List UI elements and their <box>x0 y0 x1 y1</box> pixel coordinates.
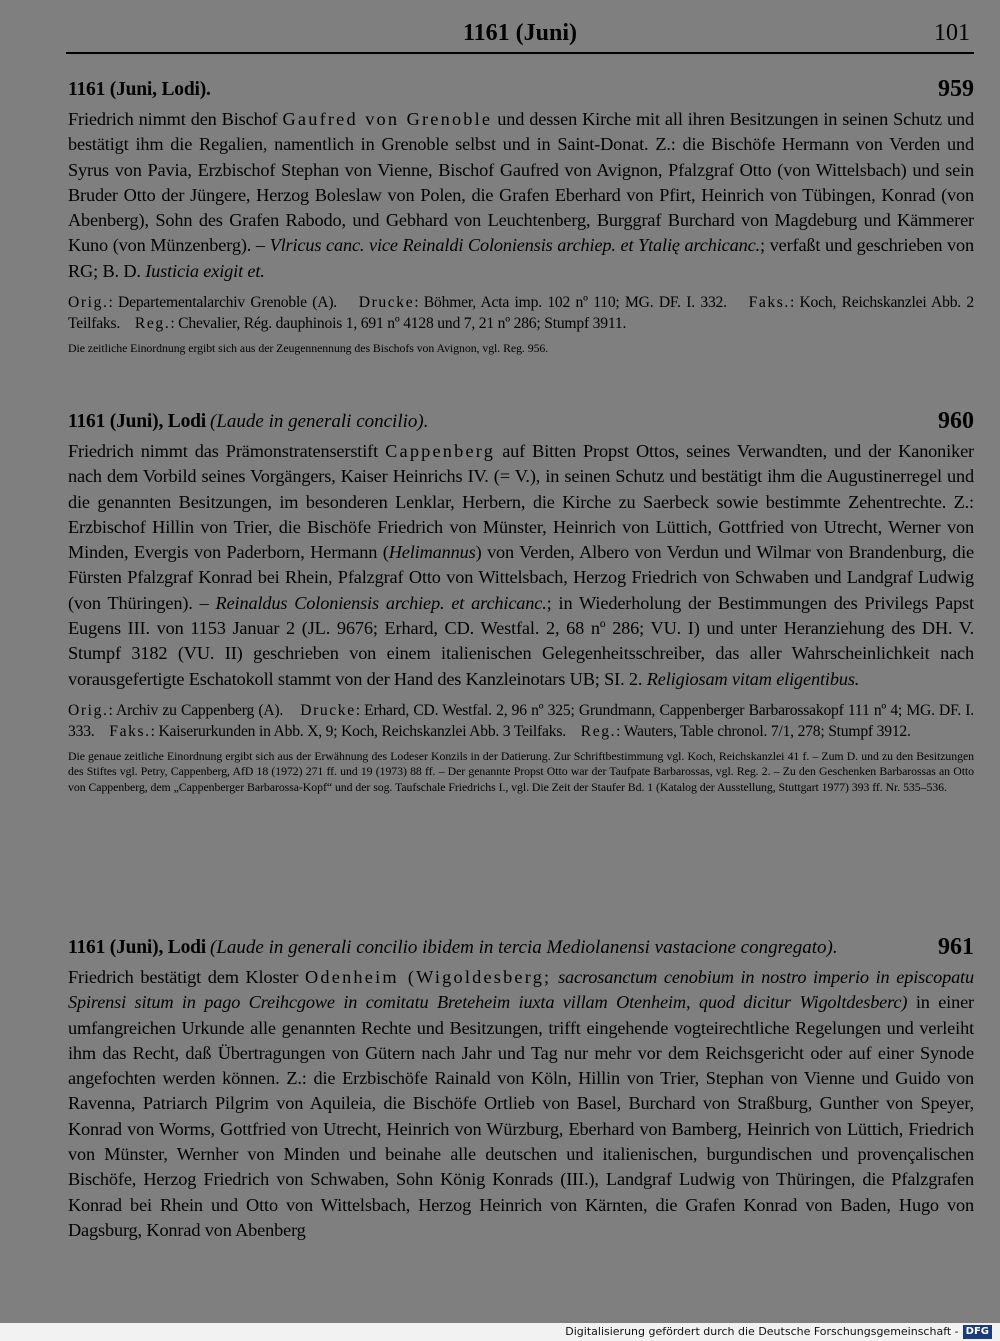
body-text: ; verfaßt und geschrieben von RG; B. D. <box>68 235 974 281</box>
body-spaced-name: Odenheim (Wigoldesberg; <box>305 967 552 987</box>
faks-label: Faks. <box>748 294 790 312</box>
orig-text: : Departementalarchiv Grenoble (A). <box>108 294 338 312</box>
entry-number: 960 <box>938 408 974 434</box>
entry-body <box>68 965 974 1243</box>
faks-text: : Koch, Reichskanzlei Abb. 2 Teilfaks. <box>68 294 975 333</box>
regest-entry-960 <box>68 408 975 795</box>
digitization-footer <box>0 1323 1000 1341</box>
orig-text: : Archiv zu Cappenberg (A). <box>108 701 284 719</box>
body-spaced-name: Gaufred von Grenoble <box>282 109 493 129</box>
entry-number: 959 <box>938 76 974 102</box>
entry-heading <box>68 76 974 107</box>
entry-heading <box>68 408 974 439</box>
body-spaced-name: Cappenberg <box>385 441 496 461</box>
faks-text: : Kaiserurkunden in Abb. X, 9; Koch, Reichskanzlei Abb. 3 Teilfaks. <box>150 722 566 740</box>
body-text: Friedrich nimmt das Prämonstratenserstift <box>68 441 386 461</box>
orig-label: Orig. <box>68 701 109 719</box>
body-text: Friedrich nimmt den Bischof <box>68 109 283 129</box>
body-text: ) von Verden, Albero von Verdun und Wilmar von Brandenburg, die Fürsten Pfalzgraf Konrad bei Rhein, Pfalzgraf Otto von Wittelsbach, Herzog Friedrich von Schwaben und Landgraf Ludwig (von Thüringen). – <box>68 542 974 613</box>
reg-text: : Chevalier, Rég. dauphinois 1, 691 nº 4128 und 7, 21 nº 286; Stumpf 3911. <box>170 315 627 333</box>
entry-date: 1161 (Juni), Lodi <box>68 411 207 432</box>
body-italic: sacrosanctum cenobium in nostro imperio in episcopatu Spirensi situm in pago Creihcgowe in comitatu Breteheim iuxta villam Otenheim, quod dicitur Wigoltdesberc) <box>68 967 974 1013</box>
regest-entry-959 <box>68 76 975 356</box>
entry-number: 961 <box>938 934 974 960</box>
orig-label: Orig. <box>68 294 109 312</box>
entry-date: 1161 (Juni), Lodi <box>68 937 207 958</box>
faks-label: Faks. <box>109 722 151 740</box>
entry-place-latin: (Laude in generali concilio). <box>210 411 429 432</box>
drucke-label: Drucke <box>358 294 415 312</box>
entry-body <box>68 439 974 692</box>
footer-text: Digitalisierung gefördert durch die Deutsche Forschungsgemeinschaft - <box>565 1325 959 1338</box>
entry-date: 1161 (Juni, Lodi). <box>68 79 211 100</box>
reg-label: Reg. <box>134 315 171 333</box>
reg-label: Reg. <box>580 722 617 740</box>
drucke-text: : Böhmer, Acta imp. 102 nº 110; MG. DF. I. 332. <box>414 294 727 312</box>
reg-text: : Wauters, Table chronol. 7/1, 278; Stumpf 3912. <box>616 722 911 740</box>
entry-place-latin: (Laude in generali concilio ibidem in tercia Mediolanensi vastacione congregato). <box>210 937 838 958</box>
running-head <box>66 18 974 54</box>
page-number: 101 <box>934 20 970 46</box>
drucke-label: Drucke <box>300 701 356 719</box>
body-text: Friedrich bestätigt dem Kloster <box>68 967 306 987</box>
entry-apparatus <box>68 292 974 334</box>
entry-comment: Die zeitliche Einordnung ergibt sich aus der Zeugennennung des Bischofs von Avignon, vgl. Reg. 956. <box>68 341 549 356</box>
entry-body <box>68 107 974 284</box>
entry-heading <box>68 934 974 965</box>
body-italic: Helimannus <box>388 542 476 563</box>
entry-comment: Die genaue zeitliche Einordnung ergibt sich aus der Erwähnung des Lodeser Konzils in der Datierung. Zur Schriftbestimmung vgl. Koch, Reichskanzlei 41 f. – Zum D. und zu den Besitzungen des Stiftes vgl. Petry, Cappenberg, AfD 18 (1972) 271 ff. und 19 (1973) 88 ff. – Der genannte Propst Otto war der Taufpate Barbarossas, vgl. Reg. 2. – Zu den Geschenken Barbarossas an Otto von Cappenberg, dem „Cappenberger Barbarossa-Kopf“ und der sog. Taufschale Friedrichs I., vgl. Die Zeit der Staufer Bd. 1 (Katalog der Ausstellung, Stuttgart 1977) 393 ff. Nr. 535–536. <box>68 748 974 794</box>
drucke-text: : Erhard, CD. Westfal. 2, 96 nº 325; Grundmann, Cappenberger Barbarossakopf 111 nº 4; MG. DF. I. 333. <box>68 701 975 740</box>
body-italic: Reinaldus Coloniensis archiep. et archicanc. <box>215 592 547 613</box>
body-italic: Religiosam vitam eligentibus. <box>646 668 860 689</box>
body-italic: Iusticia exigit et. <box>145 260 265 281</box>
entry-apparatus <box>68 700 974 742</box>
body-text: ; in Wiederholung der Bestimmungen des Privilegs Papst Eugens III. von 1153 Januar 2 (JL. 9676; Erhard, CD. Westfal. 2, 68 nº 286; VU. I) und unter Heranziehung des DH. V. Stumpf 3182 (VU. II) geschrieben von einem italienischen Gelegenheitsschreiber, das aller Wahrscheinlichkeit nach vorausgefertigte Eschatokoll stammt von der Hand des Kanzleinotars UB; SI. 2. <box>68 592 974 689</box>
regest-entry-961 <box>68 934 974 1243</box>
body-text: und dessen Kirche mit all ihren Besitzungen in seinen Schutz und bestätigt ihm die Regalien, namentlich in Grenoble selbst und in Saint-Donat. Z.: die Bischöfe Hermann von Verden und Syrus von Pavia, Erzbischof Stephan von Vienne, Bischof Gaufred von Avignon, Pfalzgraf Otto (von Wittelsbach) und sein Bruder Otto der Jüngere, Herzog Boleslaw von Polen, die Grafen Eberhard von Pfirt, Heinrich von Tübingen, Konrad (von Abenberg), Sohn des Grafen Rabodo, und Gebhard von Leuchtenberg, Burggraf Burchard von Magdeburg und Kämmerer Kuno (von Münzenberg). – <box>68 109 974 256</box>
body-text: in einer umfangreichen Urkunde alle genannten Rechte und Besitzungen, trifft eingehende vogteirechtliche Regelungen und verleiht ihm das Recht, daß Übertragungen von Gütern nach Jahr und Tag nur mehr vor dem Reichsgericht oder auf einer Synode angefochten werden können. Z.: die Erzbischöfe Rainald von Köln, Hillin von Trier, Stephan von Vienne und Guido von Ravenna, Patriarch Pilgrim von Aquileia, die Bischöfe Ortlieb von Basel, Burchard von Straßburg, Gunther von Speyer, Konrad von Worms, Gottfried von Utrecht, Heinrich von Würzburg, Eberhard von Bamberg, Heinrich von Lüttich, Friedrich von Münster, Wernher von Minden und beinahe alle deutschen und italienischen, burgundischen und provençalischen Bischöfe, Herzog Friedrich von Schwaben, Sohn König Konrads (III.), Landgraf Ludwig von Thüringen, die Pfalzgrafen Konrad bei Rhein und Otto von Wittelsbach, Herzog Heinrich von Kärnten, die Grafen Konrad von Baden, Hugo von Dagsburg, Konrad von Abenberg <box>68 992 974 1240</box>
dfg-logo: DFG <box>963 1325 992 1339</box>
running-head-title: 1161 (Juni) <box>462 20 578 46</box>
body-italic: Vlricus canc. vice Reinaldi Coloniensis archiep. et Ytalię archicanc. <box>269 235 761 256</box>
body-text: auf Bitten Propst Ottos, seines Verwandten, und der Kanoniker nach dem Vorbild seines Vorgängers, Kaiser Heinrichs IV. (= V.), in seinen Schutz und bestätigt ihm die Augustinerregel und die genannten Besitzungen, im besonderen Lenklar, Herbern, die Kirche zu Saerbeck sowie bestimmte Zehentrechte. Z.: Erzbischof Hillin von Trier, die Bischöfe Friedrich von Münster, Heinrich von Lüttich, Gottfried von Utrecht, Werner von Minden, Evergis von Paderborn, Hermann ( <box>68 441 974 563</box>
